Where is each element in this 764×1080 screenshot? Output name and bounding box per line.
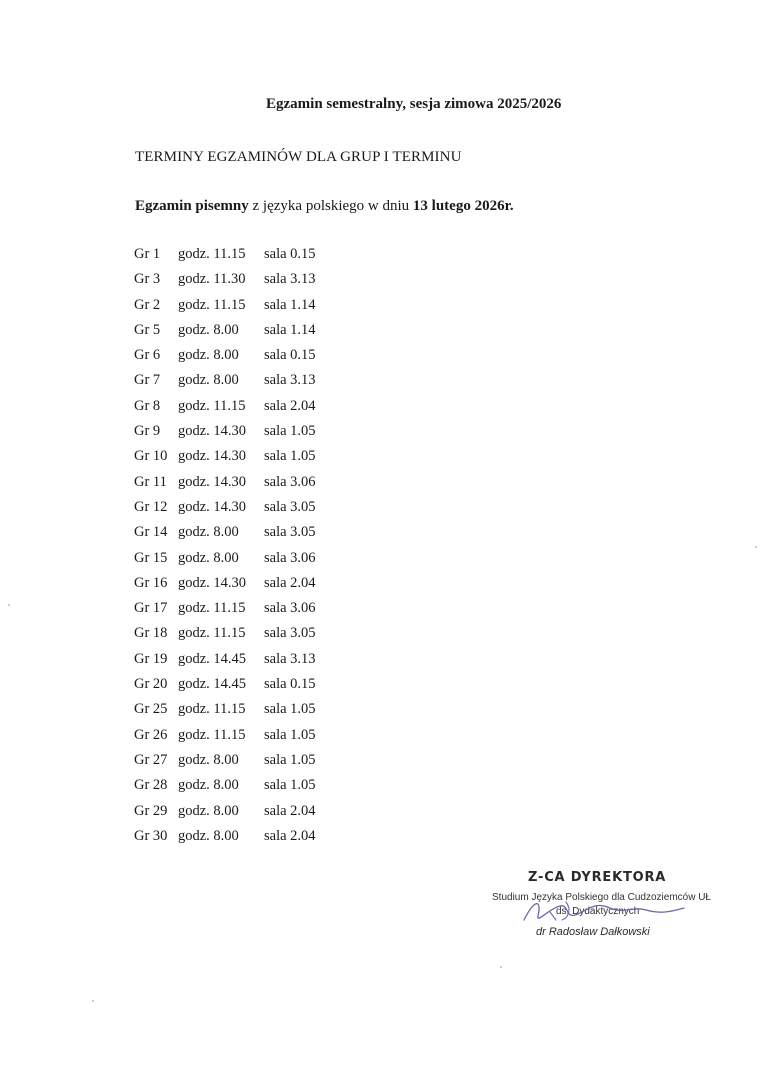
- exam-time: godz. 8.00: [178, 549, 239, 566]
- exam-room: sala 2.04: [264, 574, 316, 591]
- group-label: Gr 14: [134, 524, 168, 541]
- group-label: Gr 28: [134, 777, 168, 794]
- exam-room: sala 3.05: [264, 498, 316, 515]
- exam-room: sala 0.15: [264, 676, 316, 693]
- group-label: Gr 27: [134, 751, 168, 768]
- exam-room: sala 2.04: [264, 827, 316, 844]
- exam-time: godz. 11.15: [178, 701, 246, 718]
- exam-room: sala 1.05: [264, 726, 316, 743]
- exam-room: sala 0.15: [264, 246, 316, 262]
- group-label: Gr 11: [134, 473, 167, 490]
- exam-time: godz. 8.00: [178, 524, 239, 541]
- exam-room: sala 1.05: [264, 701, 316, 718]
- group-label: Gr 5: [134, 321, 161, 338]
- group-label: Gr 1: [134, 246, 161, 262]
- exam-room: sala 3.06: [264, 600, 316, 617]
- exam-time: godz. 8.00: [178, 321, 239, 338]
- group-label: Gr 30: [134, 827, 168, 844]
- exam-type: Egzamin pisemny: [135, 198, 249, 214]
- exam-time: godz. 14.30: [178, 448, 247, 465]
- scan-speck: [500, 966, 502, 968]
- group-label: Gr 10: [134, 448, 168, 465]
- exam-time: godz. 11.15: [178, 600, 246, 617]
- scan-speck: [8, 604, 10, 606]
- scan-speck: [92, 1000, 94, 1002]
- group-label: Gr 7: [134, 372, 161, 389]
- exam-time: godz. 11.15: [178, 625, 246, 642]
- document-title: Egzamin semestralny, sesja zimowa 2025/2026: [266, 96, 562, 112]
- group-label: Gr 12: [134, 498, 168, 515]
- group-label: Gr 19: [134, 650, 168, 667]
- exam-room: sala 3.13: [264, 650, 316, 667]
- exam-room: sala 2.04: [264, 397, 316, 414]
- exam-time: godz. 11.15: [178, 726, 246, 743]
- exam-room: sala 3.06: [264, 473, 316, 490]
- exam-time: godz. 11.15: [178, 246, 246, 262]
- exam-room: sala 0.15: [264, 347, 316, 364]
- exam-room: sala 3.13: [264, 271, 316, 288]
- group-label: Gr 20: [134, 676, 168, 693]
- exam-description: [135, 198, 514, 215]
- exam-time: godz. 14.30: [178, 574, 247, 591]
- exam-room: sala 1.05: [264, 751, 316, 768]
- group-label: Gr 6: [134, 347, 161, 364]
- exam-room: sala 1.05: [264, 448, 316, 465]
- stamp-title: Z-CA DYREKTORA: [528, 870, 667, 885]
- exam-time: godz. 8.00: [178, 777, 239, 794]
- exam-time: godz. 14.30: [178, 473, 247, 490]
- exam-time: godz. 14.30: [178, 498, 247, 515]
- exam-room: sala 3.13: [264, 372, 316, 389]
- exam-room: sala 1.05: [264, 777, 316, 794]
- exam-room: sala 1.14: [264, 296, 316, 313]
- exam-time: godz. 8.00: [178, 827, 239, 844]
- stamp-department: ds. Dydaktycznych: [556, 906, 640, 917]
- group-label: Gr 16: [134, 574, 168, 591]
- handwritten-signature: [520, 890, 690, 926]
- exam-time: godz. 11.15: [178, 397, 246, 414]
- exam-room: sala 2.04: [264, 802, 316, 819]
- group-label: Gr 15: [134, 549, 168, 566]
- exam-time: godz. 11.30: [178, 271, 246, 288]
- group-label: Gr 18: [134, 625, 168, 642]
- exam-room: sala 3.06: [264, 549, 316, 566]
- group-label: Gr 3: [134, 271, 161, 288]
- exam-subject: z języka polskiego w dniu: [248, 198, 413, 214]
- group-label: Gr 2: [134, 296, 161, 313]
- exam-room: sala 3.05: [264, 524, 316, 541]
- exam-time: godz. 14.45: [178, 676, 247, 693]
- exam-time: godz. 11.15: [178, 296, 246, 313]
- exam-room: sala 1.05: [264, 423, 316, 440]
- group-label: Gr 26: [134, 726, 168, 743]
- group-label: Gr 29: [134, 802, 168, 819]
- stamp-institution: Studium Języka Polskiego dla Cudzoziemców UŁ: [492, 892, 711, 903]
- exam-time: godz. 8.00: [178, 372, 239, 389]
- group-label: Gr 9: [134, 423, 161, 440]
- exam-room: sala 1.14: [264, 321, 316, 338]
- group-label: Gr 17: [134, 600, 168, 617]
- group-label: Gr 25: [134, 701, 168, 718]
- exam-time: godz. 8.00: [178, 347, 239, 364]
- document-subtitle: TERMINY EGZAMINÓW DLA GRUP I TERMINU: [135, 149, 462, 165]
- exam-date: 13 lutego 2026r.: [412, 198, 514, 214]
- exam-time: godz. 8.00: [178, 802, 239, 819]
- exam-time: godz. 14.45: [178, 650, 247, 667]
- group-label: Gr 8: [134, 397, 161, 414]
- scan-speck: [755, 546, 757, 548]
- exam-room: sala 3.05: [264, 625, 316, 642]
- signatory-name: dr Radosław Dałkowski: [536, 926, 650, 938]
- exam-time: godz. 8.00: [178, 751, 239, 768]
- exam-time: godz. 14.30: [178, 423, 247, 440]
